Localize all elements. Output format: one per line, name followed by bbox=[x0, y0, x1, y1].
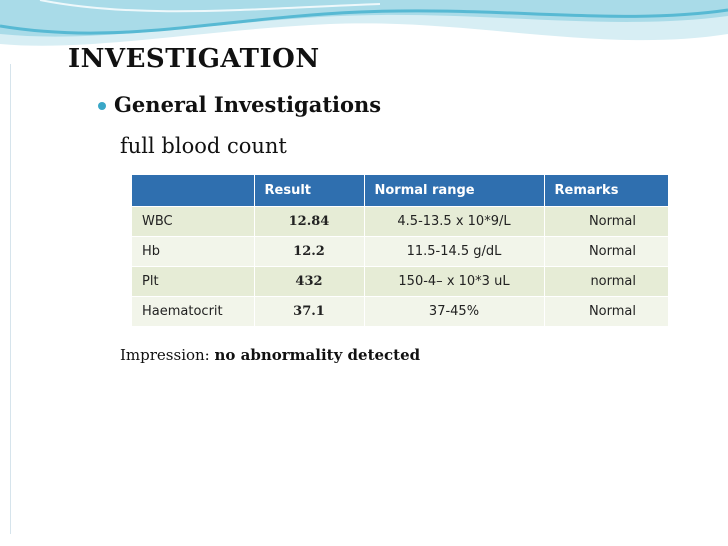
page-title: INVESTIGATION bbox=[68, 44, 320, 74]
blood-count-table bbox=[132, 175, 668, 326]
test-name-cell: Haematocrit bbox=[132, 297, 254, 327]
left-rule bbox=[10, 64, 11, 534]
test-name-cell: Plt bbox=[132, 267, 254, 297]
remark-cell: Normal bbox=[544, 297, 668, 327]
remark-cell: normal bbox=[544, 267, 668, 297]
subheading: full blood count bbox=[120, 134, 287, 158]
test-name-cell: WBC bbox=[132, 207, 254, 237]
bullet-item bbox=[98, 92, 381, 117]
range-cell: 4.5-13.5 x 10*9/L bbox=[364, 207, 544, 237]
range-cell: 11.5-14.5 g/dL bbox=[364, 237, 544, 267]
table-row bbox=[132, 207, 668, 237]
impression-label: Impression: bbox=[120, 346, 210, 364]
result-cell: 12.84 bbox=[254, 207, 364, 237]
table-header-row bbox=[132, 175, 668, 207]
header-cell-remarks: Remarks bbox=[544, 175, 668, 207]
header-cell-range: Normal range bbox=[364, 175, 544, 207]
remark-cell: Normal bbox=[544, 237, 668, 267]
table-row bbox=[132, 237, 668, 267]
impression-line bbox=[120, 346, 420, 364]
range-cell: 150-4– x 10*3 uL bbox=[364, 267, 544, 297]
impression-value: no abnormality detected bbox=[214, 346, 421, 364]
table-row bbox=[132, 267, 668, 297]
bullet-icon bbox=[98, 102, 106, 110]
result-cell: 37.1 bbox=[254, 297, 364, 327]
header-cell-result: Result bbox=[254, 175, 364, 207]
remark-cell: Normal bbox=[544, 207, 668, 237]
bullet-text: General Investigations bbox=[114, 92, 382, 117]
range-cell: 37-45% bbox=[364, 297, 544, 327]
result-cell: 432 bbox=[254, 267, 364, 297]
result-cell: 12.2 bbox=[254, 237, 364, 267]
table-row bbox=[132, 297, 668, 327]
test-name-cell: Hb bbox=[132, 237, 254, 267]
header-cell-test bbox=[132, 175, 254, 207]
